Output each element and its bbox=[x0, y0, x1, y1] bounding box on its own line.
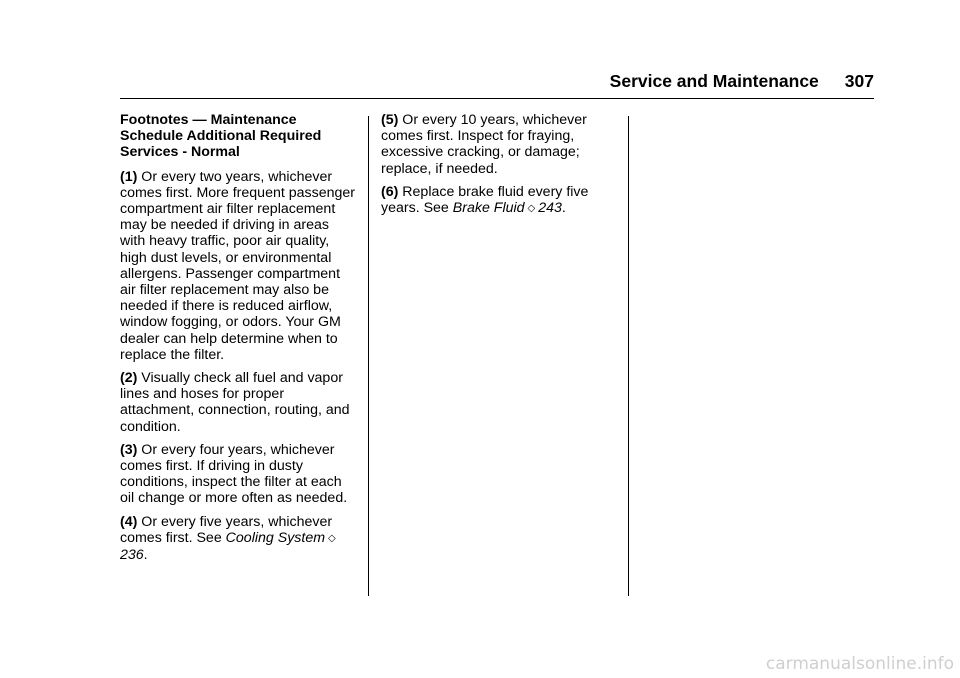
footnote-4 bbox=[120, 514, 358, 564]
footnote-1 bbox=[120, 169, 358, 363]
page-header bbox=[610, 71, 874, 92]
footnote-text: Or every five years, whichever comes first. See bbox=[120, 513, 333, 546]
cross-reference-page[interactable]: 236 bbox=[120, 547, 144, 564]
column-left bbox=[120, 112, 358, 570]
sentence-end: . bbox=[143, 547, 148, 564]
column-divider-1 bbox=[368, 116, 369, 596]
footnote-number: (3) bbox=[120, 441, 138, 458]
page-ref-arrow-icon: ◇ bbox=[527, 203, 536, 215]
cross-reference-page[interactable]: 243 bbox=[538, 200, 562, 217]
footnote-text: Or every four years, whichever comes first. If driving in dusty conditions, inspect the filter at each oil change or more often as needed. bbox=[120, 441, 348, 507]
page-ref-arrow-icon: ◇ bbox=[328, 532, 336, 544]
footnote-3 bbox=[120, 442, 358, 507]
footnote-text: Or every 10 years, whichever comes first. Inspect for fraying, excessive cracking, or damage; replace, if needed. bbox=[381, 112, 587, 177]
page-number: 307 bbox=[844, 71, 874, 91]
footnote-number: (1) bbox=[120, 168, 138, 185]
footnote-number: (4) bbox=[120, 513, 138, 530]
footnote-text: Replace brake fluid every five years. See bbox=[381, 183, 589, 217]
footnote-6 bbox=[381, 184, 621, 217]
section-title: Service and Maintenance bbox=[609, 71, 819, 91]
column-divider-2 bbox=[628, 116, 629, 596]
header-rule bbox=[120, 98, 874, 99]
footnote-text: Visually check all fuel and vapor lines and hoses for proper attachment, connection, routing, and condition. bbox=[120, 370, 350, 435]
sentence-end: . bbox=[561, 200, 566, 217]
watermark: carmanualsonline.info bbox=[765, 654, 954, 674]
footnote-number: (2) bbox=[120, 370, 138, 387]
footnotes-heading: Footnotes — Maintenance Schedule Additional Required Services - Normal bbox=[120, 112, 322, 161]
footnote-number: (5) bbox=[381, 112, 399, 128]
footnote-number: (6) bbox=[381, 183, 399, 200]
cross-reference-link[interactable]: Cooling System bbox=[225, 529, 326, 546]
footnote-2 bbox=[120, 370, 358, 435]
cross-reference-link[interactable]: Brake Fluid bbox=[452, 200, 525, 217]
footnote-text: Or every two years, whichever comes first. More frequent passenger compartment air filter replacement may be needed if driving in areas with heavy traffic, poor air quality, high dust levels, or environmental allergens. Passenger compartment air filter replacement may also be needed if there is reduced airflow, window fogging, or odors. Your GM dealer can help determine when to replace the filter. bbox=[120, 168, 355, 363]
column-middle bbox=[381, 112, 621, 224]
footnote-5 bbox=[381, 112, 621, 177]
